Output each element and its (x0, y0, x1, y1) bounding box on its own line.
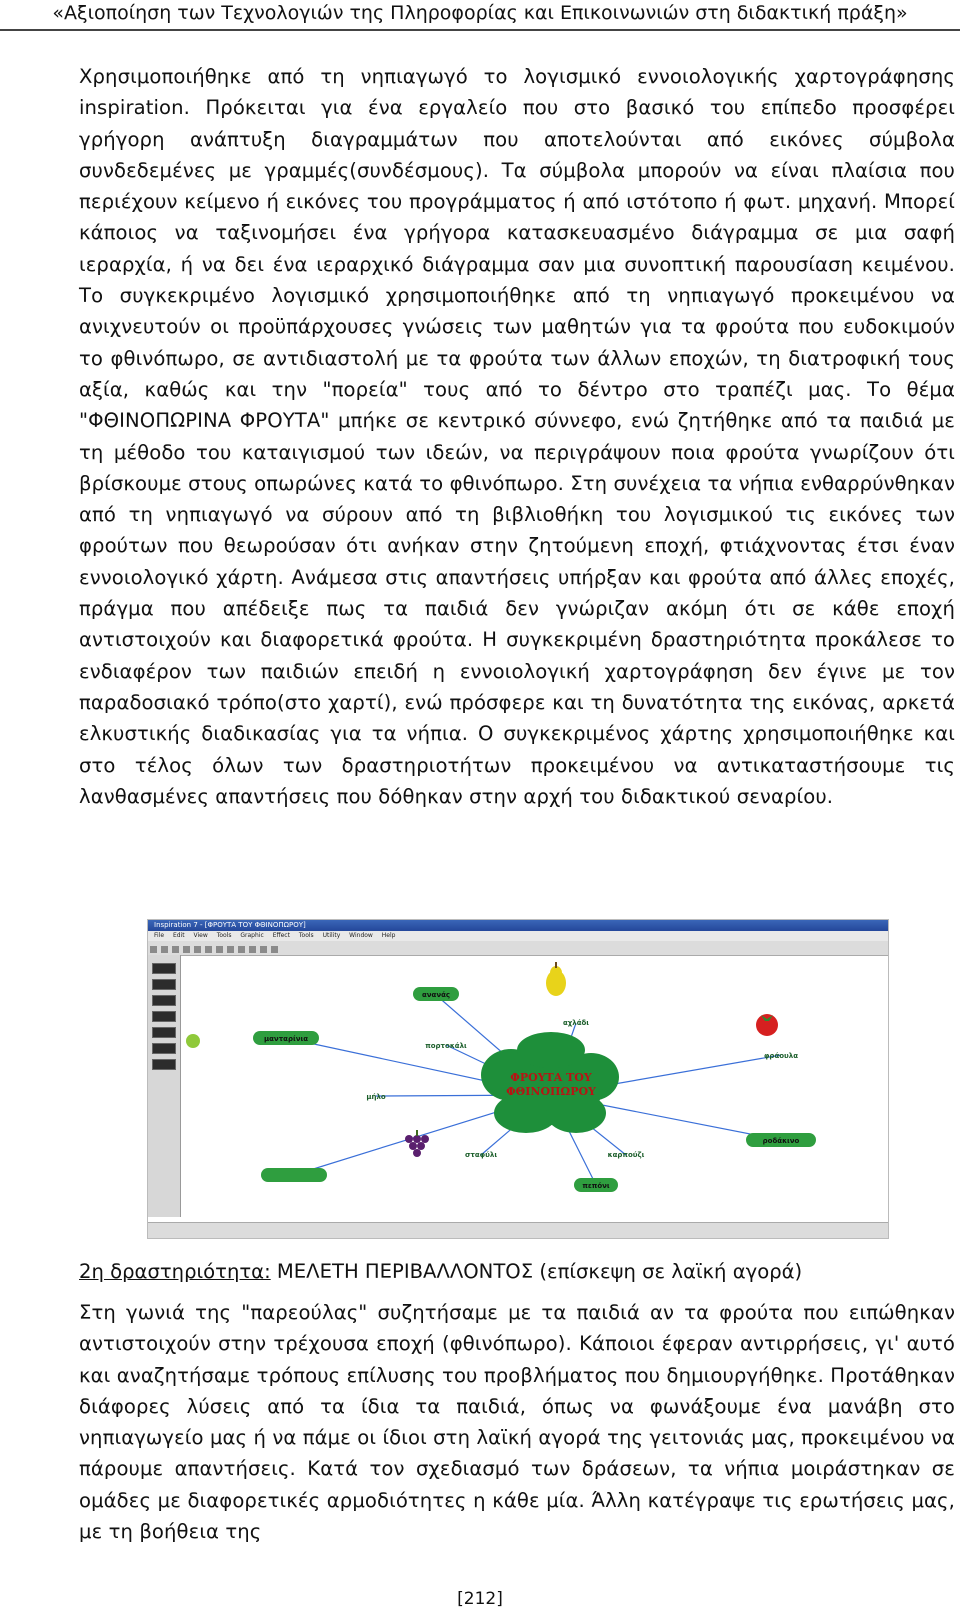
node-stafyli (465, 1151, 497, 1159)
tool-icon (161, 946, 168, 953)
tool-icon (227, 946, 234, 953)
running-header: «Αξιοποίηση των Τεχνολογιών της Πληροφορίας και Επικοινωνιών στη διδακτική πράξη» (52, 2, 908, 24)
menu-item: Edit (172, 932, 185, 939)
menu-item: Help (381, 932, 396, 939)
tool-icon (183, 946, 190, 953)
tool-icon (238, 946, 245, 953)
concept-map-screenshot (147, 919, 889, 1239)
node-achladi (563, 1019, 589, 1027)
central-cloud (481, 1032, 619, 1133)
palette-symbol (152, 1059, 176, 1070)
menu-item: View (193, 932, 208, 939)
node-karpouzi (608, 1151, 645, 1159)
palette-symbol (152, 1043, 176, 1054)
node-peponi (574, 1178, 618, 1192)
body-paragraph-1: Χρησιμοποιήθηκε από τη νηπιαγωγό το λογισμικό εννοιολογικής χαρτογράφησης inspiration. Πρόκειται για ένα εργαλείο που στο βασικό του επίπεδο προσφέρει γρήγορη ανάπτυξη διαγραμμάτων που αποτελούνται από εικόνες σύμβολα συνδεδεμένες με γραμμές(συνδέσμους). Τα σύμβολα μπορούν να είναι πλαίσια που περιέχουν κείμενο ή εικόνες του προγράμματος ή από ιστότοπο ή φωτ. μηχανή. Μπορεί κάποιος να ταξινομήσει ένα γρήγορα κατασκευασμένο διάγραμμα σε μια σαφή ιεραρχία, ή να δει ένα ιεραρχικό διάγραμμα σαν μια συνοπτική παρουσίαση κειμένου. Το συγκεκριμένο λογισμικό χρησιμοποιήθηκε από τη νηπιαγωγό προκειμένου να ανιχνευτούν οι προϋπάρχουσες γνώσεις των μαθητών για τα φρούτα που ευδοκιμούν το φθινόπωρο, σε αντιδιαστολή με τα φρούτα των άλλων εποχών, τη διατροφική τους αξία, καθώς και την "πορεία" τους από το δέντρο στο τραπέζι μας. Το θέμα "ΦΘΙΝΟΠΩΡΙΝΑ ΦΡΟΥΤΑ" μπήκε σε κεντρικό σύννεφο, ενώ ζητήθηκε από τα παιδιά με τη μέθοδο του καταιγισμού των ιδεών, να περιγράψουν ποια φρούτα γνωρίζουν ότι βρίσκουμε στους οπωρώνες κατά το φθινόπωρο. Στη συνέχεια τα νήπια ενθαρρύνθηκαν από τη νηπιαγωγό να σύρουν από τη βιβλιοθήκη του λογισμικού τις εικόνες των φρούτων που θεωρούσαν ότι ανήκαν στην ζητούμενη εποχή, φτιάχνοντας έτσι έναν εννοιολογικό χάρτη. Ανάμεσα στις απαντήσεις υπήρξαν και φρούτα από άλλες εποχές, πράγμα που απέδειξε πως τα παιδιά δεν γνώριζαν ακόμη ότι σε κάθε εποχή αντιστοιχούν και διαφορετικά φρούτα. Η συγκεκριμένη δραστηριότητα προκάλεσε το ενδιαφέρον των παιδιών επειδή η εννοιολογική χαρτογράφηση δεν έγινε με τον παραδοσιακό τρόπο(στο χαρτί), ενώ πρόσφερε και τη δυνατότητα της εικόνας, αρκετά ελκυστικής διαδικασίας για τα νήπια. Ο συγκεκριμένος χάρτης χρησιμοποιήθηκε και στο τέλος όλων των δραστηριοτήτων προκειμένου να αντικαταστήσουμε τις λανθασμένες απαντήσεις που δόθηκαν στην αρχή του διδακτικού σεναρίου. (79, 65, 955, 808)
node-rodakinos (746, 1133, 816, 1147)
palette-symbol (152, 995, 176, 1006)
menu-item: Window (349, 932, 373, 939)
tool-icon (260, 946, 267, 953)
central-topic-line-2: ΦΘΙΝΟΠΩΡΟΥ (506, 1085, 596, 1098)
pear-icon (546, 962, 566, 996)
activity-label: 2η δραστηριότητα: (79, 1260, 271, 1283)
node-label: ροδάκινο (762, 1137, 800, 1145)
concept-map (181, 955, 888, 1222)
node-label: σταφύλι (464, 1151, 498, 1159)
toolbar (148, 941, 888, 956)
tool-icon (150, 946, 157, 953)
menu-item: Utility (322, 932, 341, 939)
node-label: μήλο (366, 1093, 386, 1101)
node-extra-box (261, 1168, 327, 1182)
central-topic-line-1: ΦΡΟΥΤΑ ΤΟΥ (510, 1071, 592, 1084)
node-portokali (425, 1042, 467, 1050)
window-title: Inspiration 7 - [ΦΡΟΥΤΑ ΤΟΥ ΦΘΙΝΟΠΩΡΟΥ] (148, 920, 888, 931)
node-label: αχλάδι (562, 1019, 590, 1027)
tool-icon (271, 946, 278, 953)
menu-item: Graphic (240, 932, 264, 939)
node-label: πορτοκάλι (425, 1042, 467, 1050)
palette-symbol (152, 979, 176, 990)
node-label: μανταρίνια (263, 1035, 309, 1043)
palette-symbol (152, 963, 176, 974)
node-ananas (413, 987, 459, 1001)
node-manadines (253, 1031, 319, 1045)
node-label: πεπόνι (582, 1182, 610, 1190)
menu-item: Tools (298, 932, 314, 939)
tomato-icon (756, 1014, 778, 1036)
tool-icon (216, 946, 223, 953)
node-milo (366, 1093, 386, 1101)
palette-symbol (152, 1027, 176, 1038)
tool-icon (172, 946, 179, 953)
node-label: καρπούζι (607, 1151, 645, 1159)
node-label: ανανάς (421, 991, 451, 999)
tool-icon (249, 946, 256, 953)
tool-icon (205, 946, 212, 953)
menu-item: Tools (216, 932, 232, 939)
body-paragraph-2: Στη γωνιά της "παρεούλας" συζητήσαμε με τα παιδιά αν τα φρούτα που ειπώθηκαν αντιστοιχούν στην τρέχουσα εποχή (φθινόπωρο). Κάποιοι έφεραν αντιρρήσεις, γι' αυτό και αναζητήσαμε τρόπους επίλυσης του προβλήματος που δημιουργήθηκε. Προτάθηκαν διάφορες λύσεις από τα ίδια τα παιδιά, όπως να φωνάξουμε ένα μανάβη στο νηπιαγωγείο μας ή να πάμε οι ίδιοι στη λαϊκή αγορά της γειτονιάς μας, προκειμένου να πάρουμε απαντήσεις. Κατά τον σχεδιασμό των δράσεων, τα νήπια μοιράστηκαν σε ομάδες με διαφορετικές αρμοδιότητες η κάθε μία. Άλλη κατέγραψε τις ερωτήσεις μας, με τη βοήθεια της (79, 1301, 955, 1544)
status-bar (148, 1222, 888, 1239)
green-fruit-icon (186, 1034, 200, 1048)
header-divider (0, 29, 960, 31)
node-label: φράουλα (763, 1052, 799, 1060)
diagram-canvas (181, 955, 888, 1222)
node-fraoula (764, 1052, 798, 1060)
palette-symbol (152, 1011, 176, 1022)
menu-item: File (154, 932, 165, 939)
menu-item: Effect (272, 932, 290, 939)
menu-bar (148, 931, 888, 941)
page-number: [212] (457, 1589, 503, 1609)
activity-heading (79, 1258, 802, 1286)
activity-title: ΜΕΛΕΤΗ ΠΕΡΙΒΑΛΛΟΝΤΟΣ (επίσκεψη σε λαϊκή αγορά) (270, 1260, 803, 1283)
symbol-palette (148, 955, 181, 1217)
tool-icon (194, 946, 201, 953)
